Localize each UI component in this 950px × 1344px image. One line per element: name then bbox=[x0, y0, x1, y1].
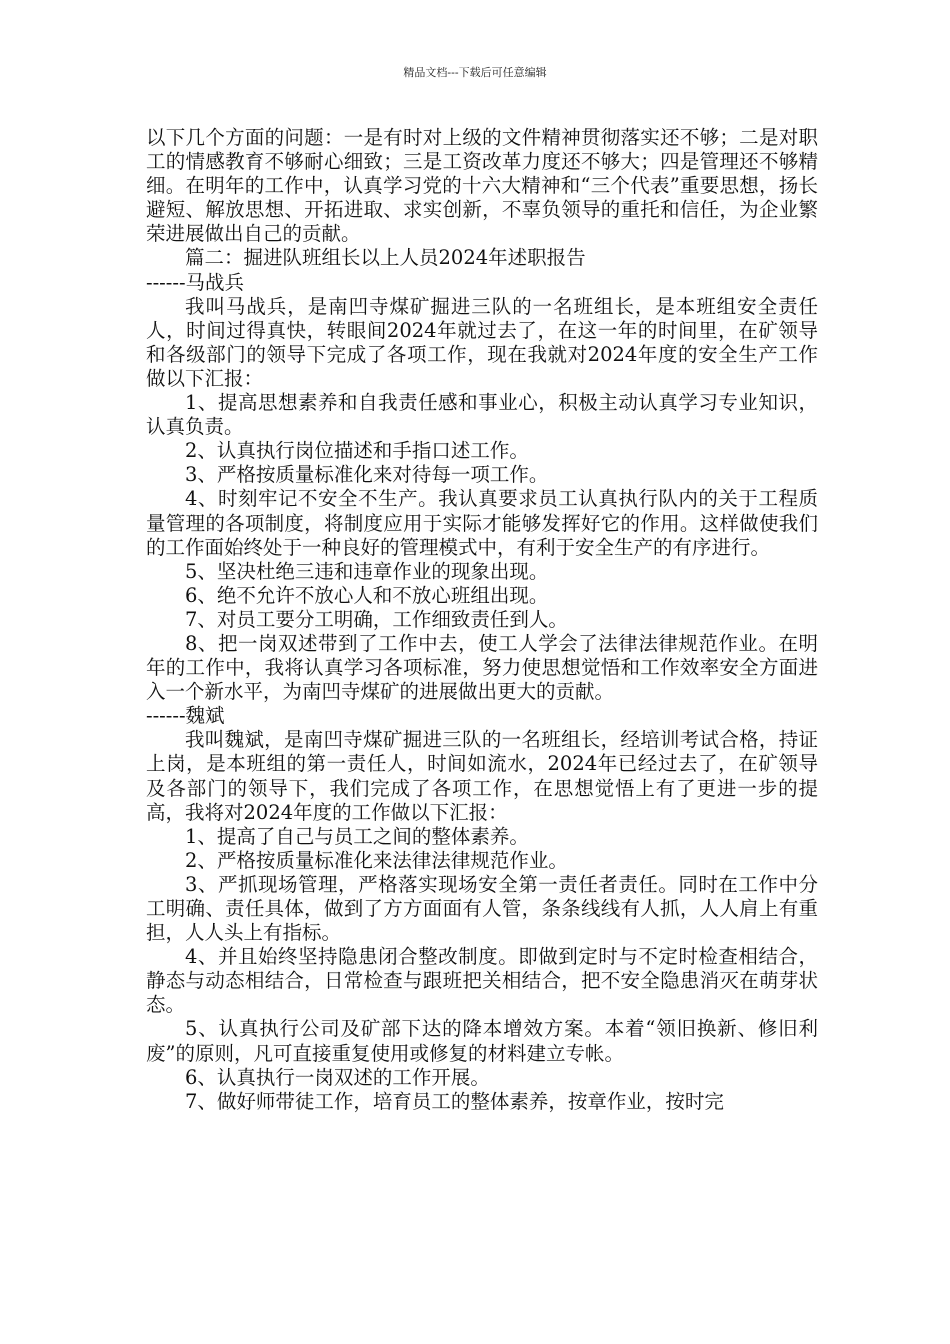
list-item: 5、坚决杜绝三违和违章作业的现象出现。 bbox=[185, 559, 549, 583]
list-item: 3、严格按质量标准化来对待每一项工作。 bbox=[185, 463, 549, 487]
page-header: 精品文档---下载后可任意编辑 bbox=[403, 66, 547, 79]
list-item: 4、时刻牢记不安全不生产。我认真要求员工认真执行队内的关于工程质量管理的各项制度，将制度应用于实际才能够发挥好它的作用。这样做使我们的工作面始终处于一种良好的管理模式中，有利于安全生产的有序进行。 bbox=[146, 487, 818, 559]
list-item: 6、绝不允许不放心人和不放心班组出现。 bbox=[185, 583, 549, 607]
list-item: 4、并且始终坚持隐患闭合整改制度。即做到定时与不定时检查相结合，静态与动态相结合，日常检查与跟班把关相结合，把不安全隐患消灭在萌芽状态。 bbox=[146, 945, 818, 1017]
list-item: 8、把一岗双述带到了工作中去，使工人学会了法律法律规范作业。在明年的工作中，我将认真学习各项标准，努力使思想觉悟和工作效率安全方面进入一个新水平，为南凹寺煤矿的进展做出更大的贡献。 bbox=[146, 631, 818, 704]
list-item: 2、认真执行岗位描述和手指口述工作。 bbox=[185, 439, 529, 463]
paragraph: 我叫马战兵，是南凹寺煤矿掘进三队的一名班组长，是本班组安全责任人，时间过得真快，转眼间2024年就过去了，在这一年的时间里，在矿领导和各级部门的领导下完成了各项工作，现在我就对2024年度的安全生产工作做以下汇报： bbox=[146, 294, 818, 390]
list-item: 2、严格按质量标准化来法律法律规范作业。 bbox=[185, 848, 568, 872]
paragraph-continuation: 以下几个方面的问题：一是有时对上级的文件精神贯彻落实还不够；二是对职工的情感教育不够耐心细致；三是工资改革力度还不够大；四是管理还不够精细。在明年的工作中，认真学习党的十六大精神和“三个代表”重要思想，扬长避短、解放思想、开拓进取、求实创新，不辜负领导的重托和信任，为企业繁荣进展做出自己的贡献。 bbox=[146, 126, 818, 246]
list-item: 1、提高了自己与员工之间的整体素养。 bbox=[185, 824, 529, 848]
document-body bbox=[146, 126, 818, 1114]
author-signature: ------魏斌 bbox=[146, 704, 225, 728]
list-item: 5、认真执行公司及矿部下达的降本增效方案。本着“领旧换新、修旧利废”的原则，凡可直接重复使用或修复的材料建立专帐。 bbox=[146, 1017, 818, 1065]
paragraph: 我叫魏斌，是南凹寺煤矿掘进三队的一名班组长，经培训考试合格，持证上岗，是本班组的第一责任人，时间如流水，2024年已经过去了，在矿领导及各部门的领导下，我们完成了各项工作，在思想觉悟上有了更进一步的提高，我将对2024年度的工作做以下汇报： bbox=[146, 728, 818, 824]
author-signature: ------马战兵 bbox=[146, 270, 245, 294]
list-item: 3、严抓现场管理，严格落实现场安全第一责任者责任。同时在工作中分工明确、责任具体，做到了方方面面有人管，条条线线有人抓，人人肩上有重担，人人头上有指标。 bbox=[146, 872, 818, 945]
list-item: 7、对员工要分工明确，工作细致责任到人。 bbox=[185, 607, 568, 631]
list-item: 7、做好师带徒工作，培育员工的整体素养，按章作业，按时完 bbox=[185, 1089, 724, 1113]
list-item: 1、提高思想素养和自我责任感和事业心，积极主动认真学习专业知识，认真负责。 bbox=[146, 391, 818, 439]
list-item: 6、认真执行一岗双述的工作开展。 bbox=[185, 1065, 490, 1089]
section-heading: 篇二：掘进队班组长以上人员2024年述职报告 bbox=[185, 246, 586, 270]
